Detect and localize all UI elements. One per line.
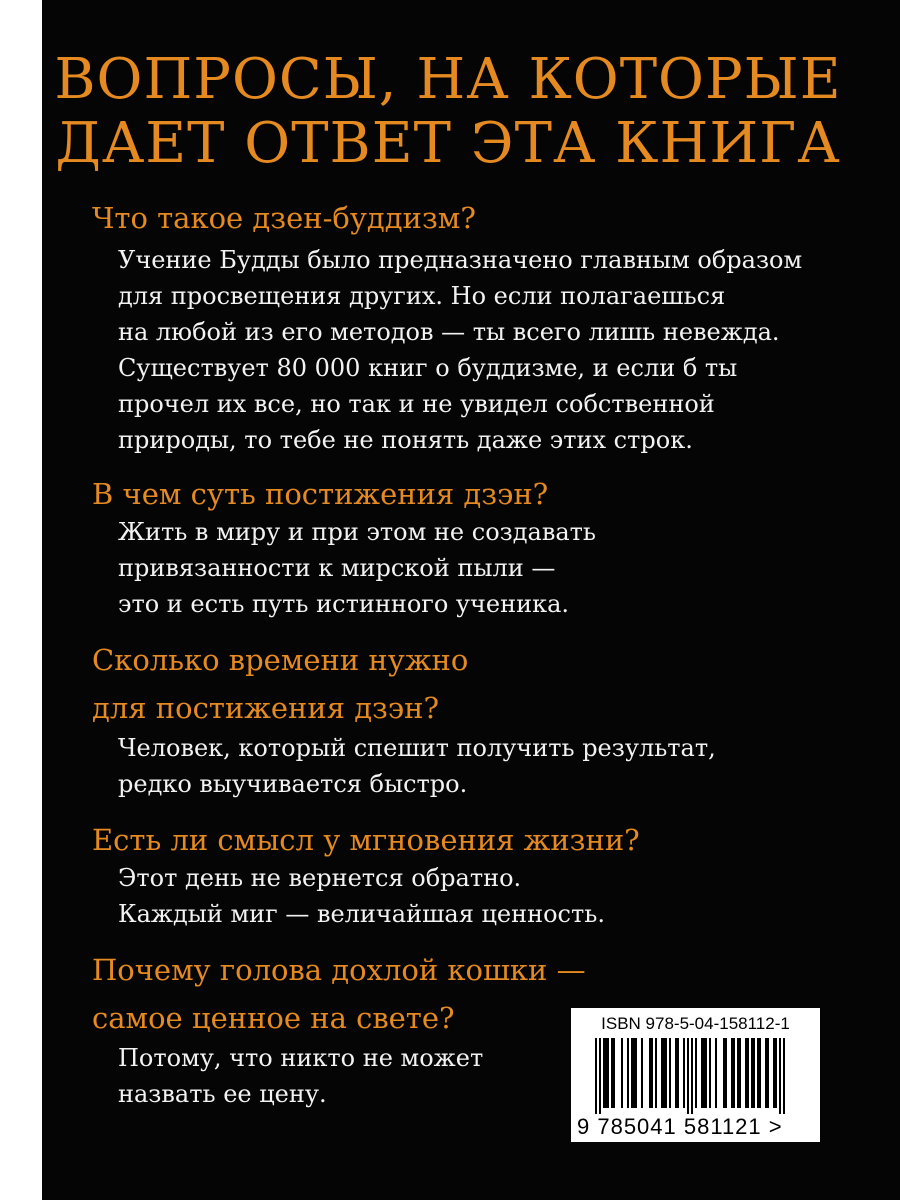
barcode-bar — [695, 1038, 697, 1108]
answer-line: назвать ее цену. — [118, 1080, 327, 1108]
barcode-bar — [709, 1038, 711, 1108]
answer-line: редко выучивается быстро. — [118, 770, 468, 798]
barcode-bar — [635, 1038, 637, 1108]
question-4 — [92, 816, 640, 864]
answer-line: прочел их все, но так и не увидел собственной — [118, 390, 715, 418]
answer-line: Существует 80 000 книг о буддизме, и если б ты — [118, 354, 738, 382]
cover-title — [42, 48, 854, 176]
barcode-bar — [649, 1038, 651, 1108]
barcode-digits: 9 785041 581121 > — [577, 1114, 783, 1139]
barcode-bar — [765, 1038, 767, 1108]
barcode-bar — [661, 1038, 663, 1108]
isbn-barcode — [571, 1008, 820, 1142]
barcode-bar — [603, 1038, 605, 1108]
answer-line: Учение Будды было предназначено главным образом — [118, 246, 803, 274]
barcode-bar — [703, 1038, 705, 1108]
barcode-bar — [627, 1038, 629, 1108]
barcode-bar — [715, 1038, 717, 1108]
barcode-bar — [655, 1038, 657, 1108]
answer-line: Этот день не вернется обратно. — [118, 864, 522, 892]
barcode-bars — [595, 1038, 795, 1114]
barcode-bar — [641, 1038, 643, 1108]
barcode-bar — [739, 1038, 741, 1108]
question-line: для постижения дзэн? — [92, 691, 439, 725]
answer-5 — [118, 1040, 483, 1112]
question-1 — [92, 194, 476, 242]
barcode-bar — [613, 1038, 615, 1108]
barcode-bar — [611, 1038, 613, 1108]
barcode-bar — [621, 1038, 623, 1108]
barcode-bar — [723, 1038, 725, 1108]
barcode-bar — [775, 1038, 777, 1108]
answer-3 — [118, 730, 716, 802]
barcode-bar — [599, 1038, 601, 1114]
question-line: Что такое дзен-буддизм? — [92, 201, 476, 235]
barcode-bar — [751, 1038, 753, 1108]
barcode-bar — [677, 1038, 679, 1108]
title-line: ВОПРОСЫ, НА КОТОРЫЕ — [54, 47, 842, 112]
barcode-bar — [733, 1038, 735, 1108]
barcode-bar — [747, 1038, 749, 1108]
barcode-bar — [783, 1038, 785, 1114]
answer-line: Жить в миру и при этом не создавать — [118, 518, 596, 546]
question-line: Сколько времени нужно — [92, 643, 469, 677]
answer-2 — [118, 514, 596, 622]
barcode-bar — [705, 1038, 707, 1108]
answer-line: природы, то тебе не понять даже этих строк. — [118, 426, 693, 454]
barcode-bar — [767, 1038, 769, 1108]
question-5 — [92, 946, 586, 1042]
barcode-bar — [675, 1038, 677, 1108]
question-line: В чем суть постижения дзэн? — [92, 477, 549, 511]
barcode-bar — [605, 1038, 607, 1108]
answer-line: это и есть путь истинного ученика. — [118, 590, 570, 618]
question-line: самое ценное на свете? — [92, 1001, 455, 1035]
barcode-bar — [737, 1038, 739, 1108]
barcode-bar — [759, 1038, 761, 1108]
barcode-bar — [779, 1038, 781, 1114]
barcode-bar — [663, 1038, 665, 1108]
question-line: Почему голова дохлой кошки — — [92, 953, 586, 987]
answer-1 — [118, 242, 802, 458]
question-3 — [92, 636, 468, 732]
title-line: ДАЕТ ОТВЕТ ЭТА КНИГА — [55, 111, 841, 176]
barcode-bar — [665, 1038, 667, 1108]
answer-line: Каждый миг — величайшая ценность. — [118, 900, 605, 928]
answer-4 — [118, 860, 605, 932]
answer-line: для просвещения других. Но если полагаешься — [118, 282, 726, 310]
barcode-bar — [631, 1038, 633, 1108]
question-line: Есть ли смысл у мгновения жизни? — [92, 823, 640, 857]
barcode-bar — [633, 1038, 635, 1108]
barcode-bar — [757, 1038, 759, 1108]
question-2 — [92, 470, 548, 518]
answer-line: привязанности к мирской пыли — — [118, 554, 556, 582]
barcode-bar — [745, 1038, 747, 1108]
barcode-bar — [725, 1038, 727, 1108]
barcode-bar — [731, 1038, 733, 1108]
answer-line: Потому, что никто не может — [118, 1044, 484, 1072]
barcode-bar — [651, 1038, 653, 1108]
barcode-bar — [691, 1038, 693, 1114]
isbn-label: ISBN 978-5-04-158112-1 — [601, 1014, 790, 1033]
answer-line: на любой из его методов — ты всего лишь невежда. — [118, 318, 780, 346]
barcode-bar — [683, 1038, 685, 1108]
barcode-bar — [753, 1038, 755, 1108]
answer-line: Человек, который спешит получить результат, — [118, 734, 716, 762]
barcode-bar — [773, 1038, 775, 1108]
barcode-bar — [701, 1038, 703, 1108]
barcode-bar — [669, 1038, 671, 1108]
barcode-bar — [607, 1038, 609, 1108]
barcode-bar — [687, 1038, 689, 1114]
barcode-bar — [595, 1038, 597, 1114]
